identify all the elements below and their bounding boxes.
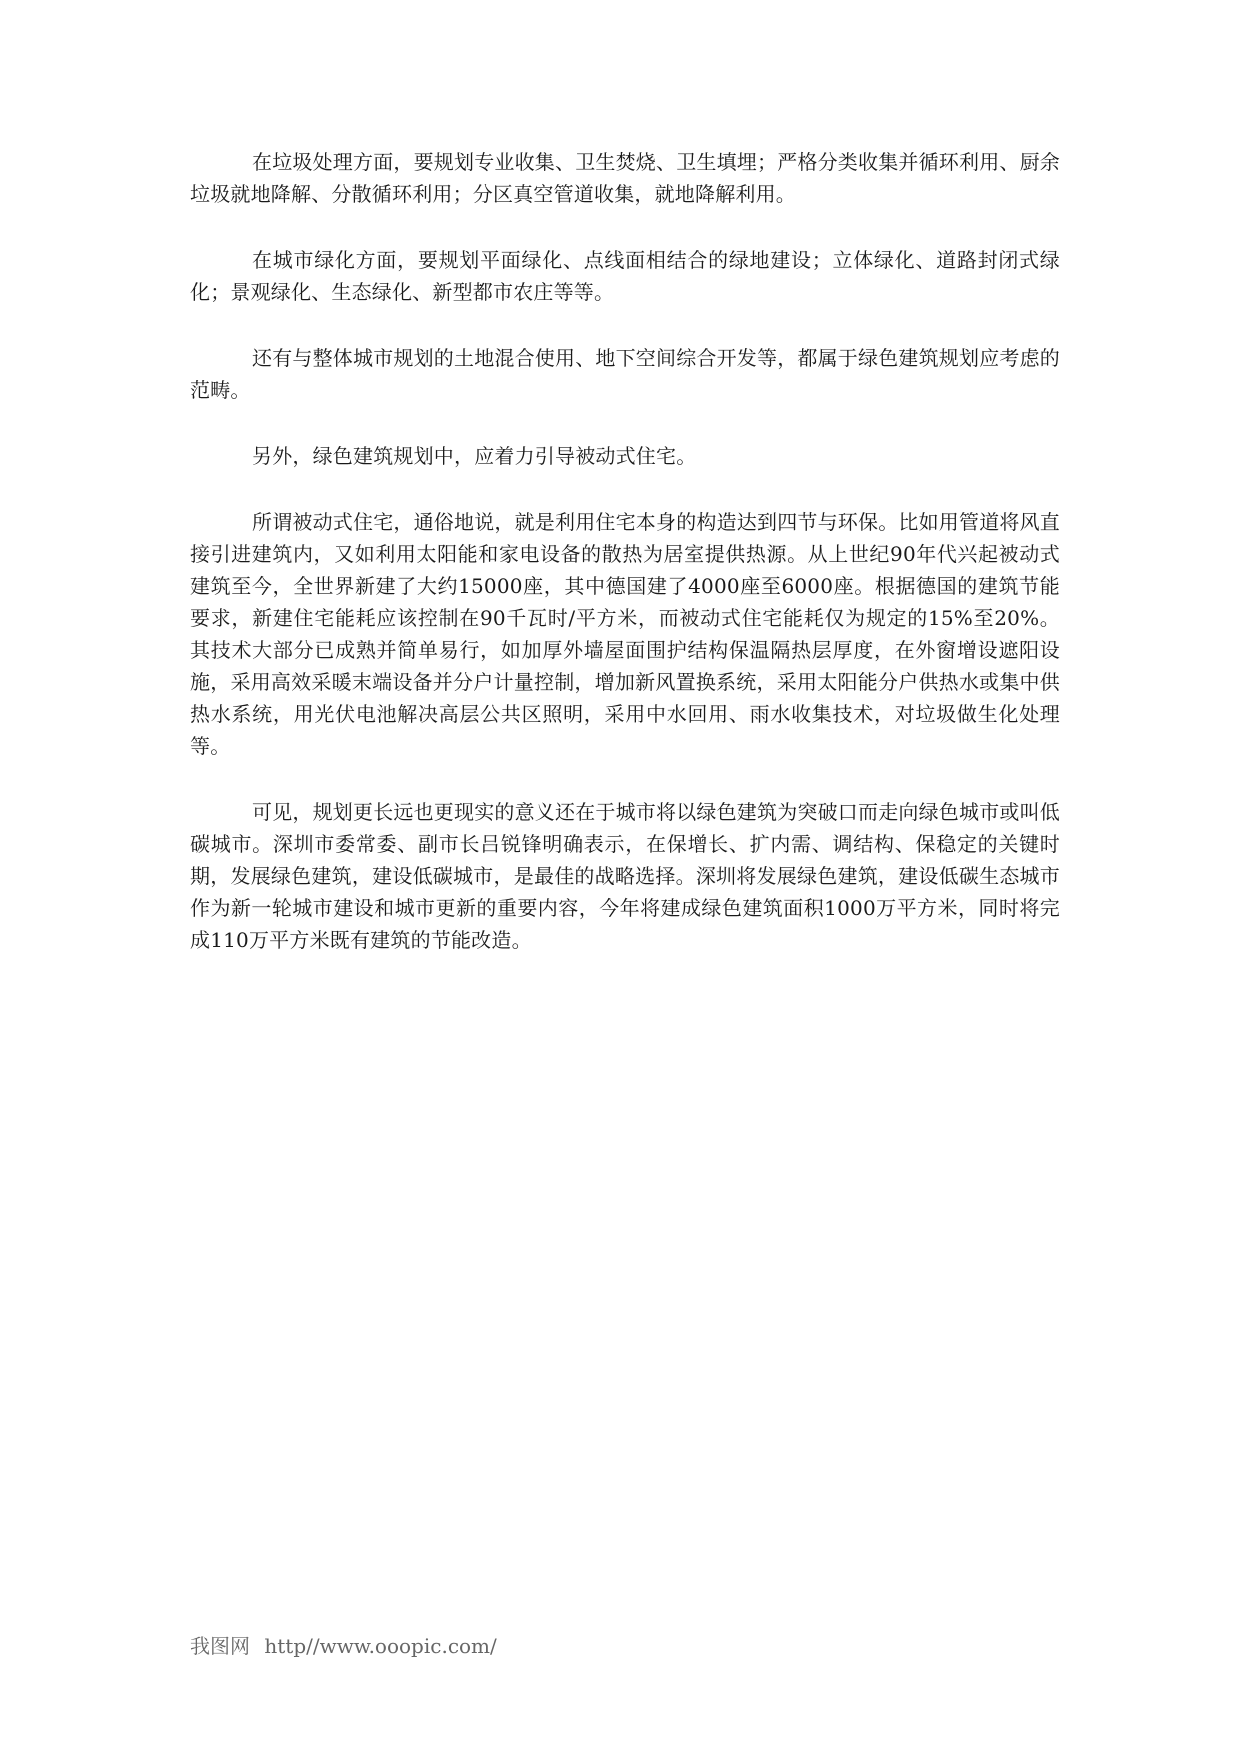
document-body	[190, 146, 1060, 990]
page-footer	[190, 1630, 497, 1659]
paragraph-low-carbon-city: 可见，规划更长远也更现实的意义还在于城市将以绿色建筑为突破口而走向绿色城市或叫低碳城市。深圳市委常委、副市长吕锐锋明确表示，在保增长、扩内需、调结构、保稳定的关键时期，发展绿色建筑，建设低碳城市，是最佳的战略选择。深圳将发展绿色建筑，建设低碳生态城市作为新一轮城市建设和城市更新的重要内容，今年将建成绿色建筑面积1000万平方米，同时将完成110万平方米既有建筑的节能改造。	[190, 800, 1060, 952]
footer-url: http//www.ooopic.com/	[264, 1634, 497, 1658]
paragraph-urban-greening: 在城市绿化方面，要规划平面绿化、点线面相结合的绿地建设；立体绿化、道路封闭式绿化；景观绿化、生态绿化、新型都市农庄等等。	[190, 248, 1060, 304]
paragraph-passive-house-intro: 另外，绿色建筑规划中，应着力引导被动式住宅。	[252, 444, 697, 468]
paragraph-passive-house-detail: 所谓被动式住宅，通俗地说，就是利用住宅本身的构造达到四节与环保。比如用管道将风直接引进建筑内，又如利用太阳能和家电设备的散热为居室提供热源。从上世纪90年代兴起被动式建筑至今，全世界新建了大约15000座，其中德国建了4000座至6000座。根据德国的建筑节能要求，新建住宅能耗应该控制在90千瓦时/平方米，而被动式住宅能耗仅为规定的15%至20%。其技术大部分已成熟并简单易行，如加厚外墙屋面围护结构保温隔热层厚度，在外窗增设遮阳设施，采用高效采暖末端设备并分户计量控制，增加新风置换系统，采用太阳能分户供热水或集中供热水系统，用光伏电池解决高层公共区照明，采用中水回用、雨水收集技术，对垃圾做生化处理等。	[190, 510, 1060, 758]
footer-site-name: 我图网	[190, 1634, 250, 1658]
paragraph-land-use: 还有与整体城市规划的土地混合使用、地下空间综合开发等，都属于绿色建筑规划应考虑的范畴。	[190, 346, 1060, 402]
paragraph-garbage-treatment: 在垃圾处理方面，要规划专业收集、卫生焚烧、卫生填埋；严格分类收集并循环利用、厨余垃圾就地降解、分散循环利用；分区真空管道收集，就地降解利用。	[190, 150, 1060, 206]
